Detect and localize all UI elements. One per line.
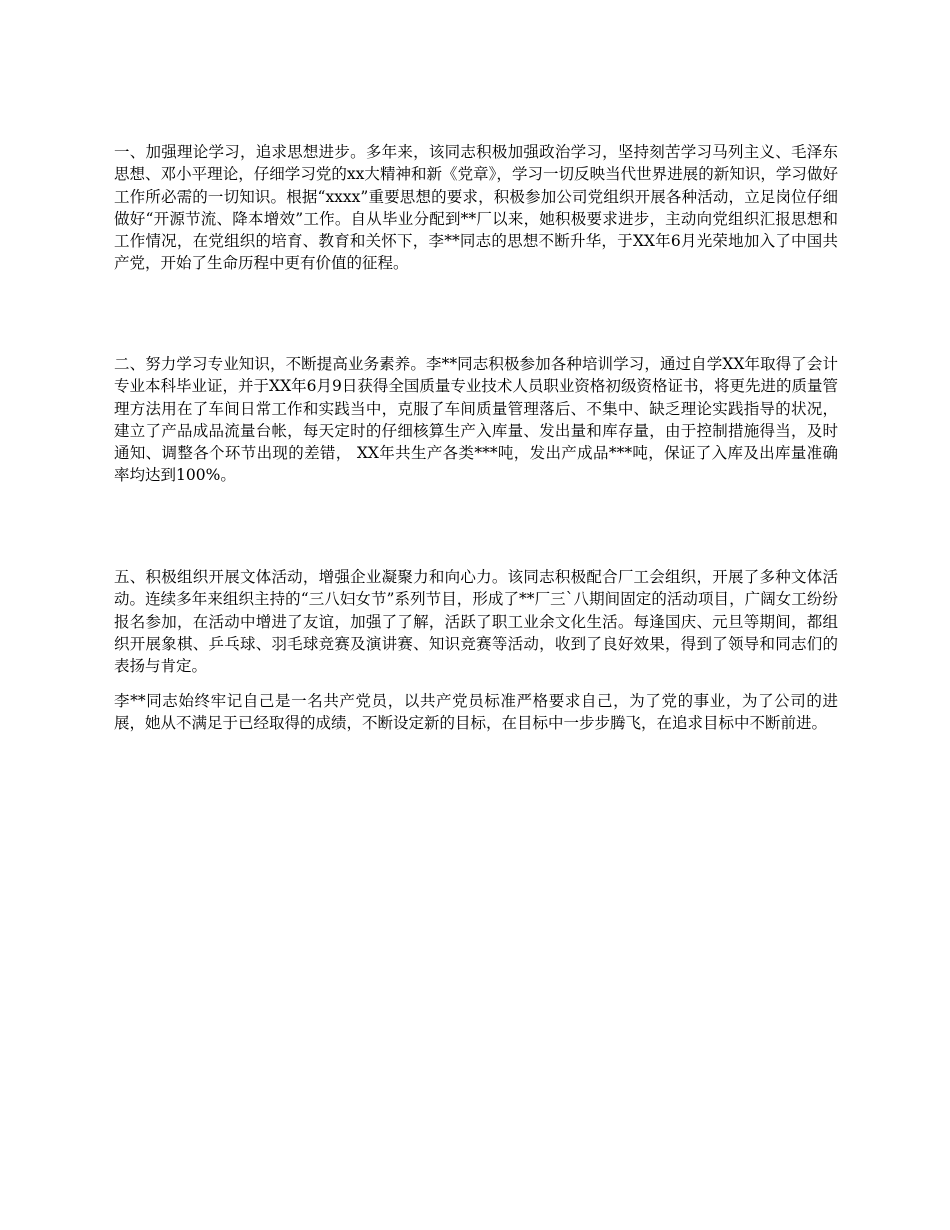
paragraph-professional-study: 二、努力学习专业知识，不断提高业务素养。李**同志积极参加各种培训学习，通过自学XX年取得了会计专业本科毕业证，并于XX年6月9日获得全国质量专业技术人员职业资格初级资格证书，将更先进的质量管理方法用在了车间日常工作和实践当中，克服了车间质量管理落后、不集中、缺乏理论实践指导的状况，建立了产品成品流量台帐，每天定时的仔细核算生产入库量、发出量和库存量，由于控制措施得当，及时通知、调整各个环节出现的差错， XX年共生产各类***吨，发出产成品***吨，保证了入库及出库量准确率均达到100%。	[114, 355, 838, 485]
paragraph-theory-study: 一、加强理论学习，追求思想进步。多年来，该同志积极加强政治学习，坚持刻苦学习马列主义、毛泽东思想、邓小平理论，仔细学习党的xx大精神和新《党章》，学习一切反映当代世界进展的新知识，学习做好工作所必需的一切知识。根据“xxxx”重要思想的要求，积极参加公司党组织开展各种活动，立足岗位仔细做好“开源节流、降本增效”工作。自从毕业分配到**厂以来，她积极要求进步，主动向党组织汇报思想和工作情况，在党组织的培育、教育和关怀下，李**同志的思想不断升华，于XX年6月光荣地加入了中国共产党，开始了生命历程中更有价值的征程。	[114, 143, 838, 273]
paragraph-conclusion: 李**同志始终牢记自己是一名共产党员，以共产党员标准严格要求自己，为了党的事业，为了公司的进展，她从不满足于已经取得的成绩，不断设定新的目标，在目标中一步步腾飞，在追求目标中不断前进。	[114, 692, 838, 733]
paragraph-cultural-activities: 五、积极组织开展文体活动，增强企业凝聚力和向心力。该同志积极配合厂工会组织，开展了多种文体活动。连续多年来组织主持的“三八妇女节”系列节目，形成了**厂三`八期间固定的活动项目，广阔女工纷纷报名参加，在活动中增进了友谊，加强了了解，活跃了职工业余文化生活。每逢国庆、元旦等期间，都组织开展象棋、乒乓球、羽毛球竞赛及演讲赛、知识竞赛等活动，收到了良好效果，得到了领导和同志们的表扬与肯定。	[114, 568, 838, 676]
